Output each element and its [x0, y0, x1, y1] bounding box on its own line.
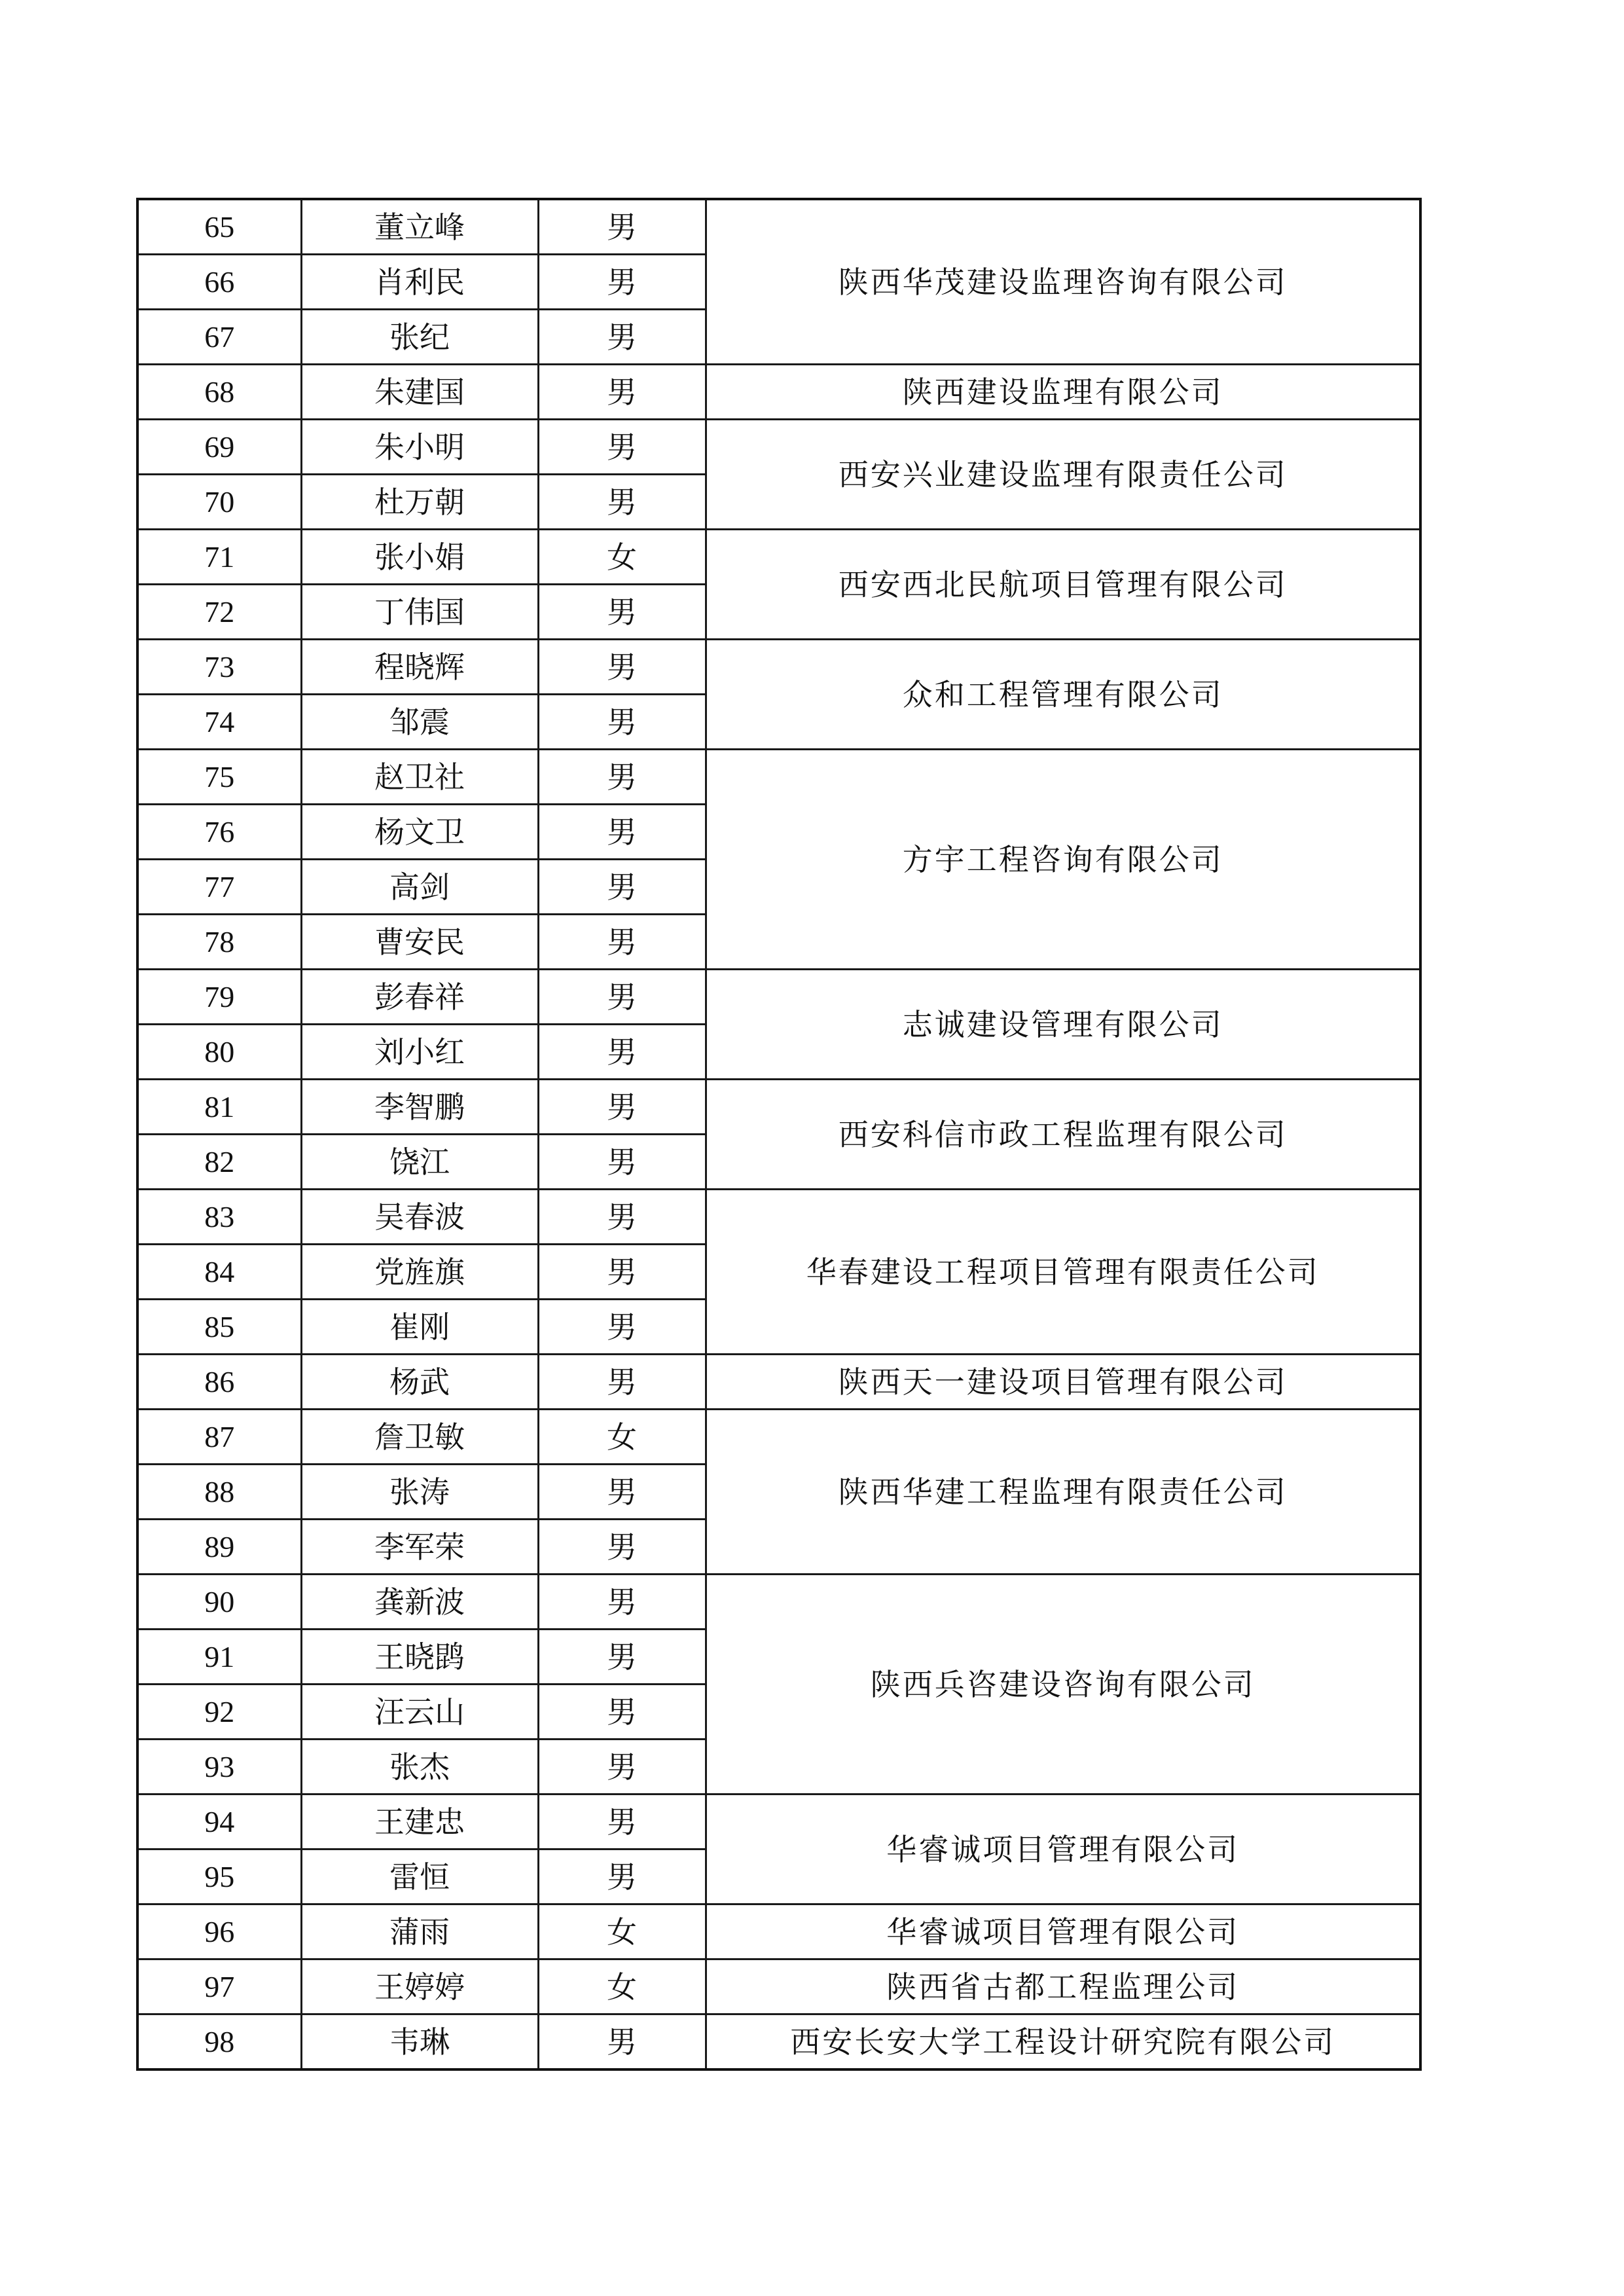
gender-cell: 男: [538, 1575, 706, 1630]
serial-number-cell: 83: [137, 1190, 301, 1245]
person-name-cell: 詹卫敏: [301, 1410, 538, 1465]
company-cell: 西安长安大学工程设计研究院有限公司: [706, 2014, 1420, 2070]
person-name-cell: 张杰: [301, 1740, 538, 1795]
gender-cell: 女: [538, 1904, 706, 1959]
serial-number-cell: 75: [137, 750, 301, 805]
person-name-cell: 李智鹏: [301, 1080, 538, 1135]
serial-number-cell: 65: [137, 199, 301, 255]
gender-cell: 男: [538, 1080, 706, 1135]
table-row: [137, 1190, 1420, 1245]
serial-number-cell: 73: [137, 640, 301, 695]
gender-cell: 男: [538, 1245, 706, 1300]
person-name-cell: 朱小明: [301, 420, 538, 475]
company-cell: 陕西华茂建设监理咨询有限公司: [706, 199, 1420, 365]
person-name-cell: 王晓鹍: [301, 1630, 538, 1685]
person-name-cell: 雷恒: [301, 1850, 538, 1904]
table-row: [137, 640, 1420, 695]
serial-number-cell: 74: [137, 695, 301, 750]
serial-number-cell: 84: [137, 1245, 301, 1300]
person-name-cell: 张纪: [301, 310, 538, 365]
person-name-cell: 程晓辉: [301, 640, 538, 695]
table-row: [137, 2014, 1420, 2070]
gender-cell: 男: [538, 1850, 706, 1904]
person-name-cell: 董立峰: [301, 199, 538, 255]
serial-number-cell: 90: [137, 1575, 301, 1630]
company-cell: 华春建设工程项目管理有限责任公司: [706, 1190, 1420, 1355]
serial-number-cell: 94: [137, 1795, 301, 1850]
gender-cell: 男: [538, 860, 706, 915]
table-row: [137, 1904, 1420, 1959]
gender-cell: 男: [538, 1795, 706, 1850]
gender-cell: 男: [538, 1520, 706, 1575]
person-name-cell: 朱建国: [301, 365, 538, 420]
serial-number-cell: 82: [137, 1135, 301, 1190]
person-name-cell: 王婷婷: [301, 1959, 538, 2014]
person-name-cell: 韦琳: [301, 2014, 538, 2070]
gender-cell: 男: [538, 1135, 706, 1190]
gender-cell: 男: [538, 420, 706, 475]
table-row: [137, 1575, 1420, 1630]
gender-cell: 男: [538, 1465, 706, 1520]
gender-cell: 男: [538, 805, 706, 860]
gender-cell: 男: [538, 640, 706, 695]
table-row: [137, 1410, 1420, 1465]
person-name-cell: 杨文卫: [301, 805, 538, 860]
person-name-cell: 高剑: [301, 860, 538, 915]
serial-number-cell: 87: [137, 1410, 301, 1465]
person-name-cell: 赵卫社: [301, 750, 538, 805]
person-name-cell: 杨武: [301, 1355, 538, 1410]
table-row: [137, 970, 1420, 1025]
table-row: [137, 750, 1420, 805]
serial-number-cell: 92: [137, 1685, 301, 1740]
company-cell: 陕西天一建设项目管理有限公司: [706, 1355, 1420, 1410]
person-name-cell: 杜万朝: [301, 475, 538, 530]
gender-cell: 男: [538, 970, 706, 1025]
serial-number-cell: 89: [137, 1520, 301, 1575]
person-name-cell: 刘小红: [301, 1025, 538, 1080]
company-cell: 西安科信市政工程监理有限公司: [706, 1080, 1420, 1190]
person-name-cell: 饶江: [301, 1135, 538, 1190]
gender-cell: 男: [538, 1300, 706, 1355]
serial-number-cell: 88: [137, 1465, 301, 1520]
serial-number-cell: 76: [137, 805, 301, 860]
company-cell: 陕西兵咨建设咨询有限公司: [706, 1575, 1420, 1795]
person-name-cell: 李军荣: [301, 1520, 538, 1575]
company-cell: 众和工程管理有限公司: [706, 640, 1420, 750]
table-row: [137, 530, 1420, 585]
gender-cell: 男: [538, 365, 706, 420]
person-name-cell: 吴春波: [301, 1190, 538, 1245]
person-name-cell: 张小娟: [301, 530, 538, 585]
gender-cell: 男: [538, 695, 706, 750]
serial-number-cell: 72: [137, 585, 301, 640]
table-row: [137, 199, 1420, 255]
serial-number-cell: 70: [137, 475, 301, 530]
serial-number-cell: 93: [137, 1740, 301, 1795]
gender-cell: 男: [538, 1190, 706, 1245]
company-cell: 陕西省古都工程监理公司: [706, 1959, 1420, 2014]
gender-cell: 女: [538, 530, 706, 585]
gender-cell: 男: [538, 915, 706, 970]
serial-number-cell: 71: [137, 530, 301, 585]
serial-number-cell: 80: [137, 1025, 301, 1080]
gender-cell: 男: [538, 1740, 706, 1795]
person-name-cell: 党旌旗: [301, 1245, 538, 1300]
person-name-cell: 蒲雨: [301, 1904, 538, 1959]
person-name-cell: 邹震: [301, 695, 538, 750]
gender-cell: 男: [538, 1355, 706, 1410]
serial-number-cell: 95: [137, 1850, 301, 1904]
person-name-cell: 龚新波: [301, 1575, 538, 1630]
gender-cell: 女: [538, 1959, 706, 2014]
company-cell: 西安西北民航项目管理有限公司: [706, 530, 1420, 640]
person-name-cell: 汪云山: [301, 1685, 538, 1740]
gender-cell: 男: [538, 2014, 706, 2070]
serial-number-cell: 78: [137, 915, 301, 970]
person-name-cell: 曹安民: [301, 915, 538, 970]
serial-number-cell: 66: [137, 255, 301, 310]
person-name-cell: 崔刚: [301, 1300, 538, 1355]
serial-number-cell: 97: [137, 1959, 301, 2014]
roster-sheet: [136, 198, 1419, 2071]
table-row: [137, 420, 1420, 475]
serial-number-cell: 96: [137, 1904, 301, 1959]
gender-cell: 女: [538, 1410, 706, 1465]
gender-cell: 男: [538, 199, 706, 255]
serial-number-cell: 77: [137, 860, 301, 915]
gender-cell: 男: [538, 475, 706, 530]
gender-cell: 男: [538, 255, 706, 310]
person-name-cell: 王建忠: [301, 1795, 538, 1850]
serial-number-cell: 91: [137, 1630, 301, 1685]
company-cell: 西安兴业建设监理有限责任公司: [706, 420, 1420, 530]
company-cell: 方宇工程咨询有限公司: [706, 750, 1420, 970]
serial-number-cell: 68: [137, 365, 301, 420]
gender-cell: 男: [538, 310, 706, 365]
gender-cell: 男: [538, 1630, 706, 1685]
serial-number-cell: 81: [137, 1080, 301, 1135]
roster-table: [136, 198, 1422, 2071]
company-cell: 华睿诚项目管理有限公司: [706, 1904, 1420, 1959]
serial-number-cell: 67: [137, 310, 301, 365]
table-row: [137, 1959, 1420, 2014]
person-name-cell: 张涛: [301, 1465, 538, 1520]
serial-number-cell: 98: [137, 2014, 301, 2070]
serial-number-cell: 85: [137, 1300, 301, 1355]
table-row: [137, 1795, 1420, 1850]
serial-number-cell: 69: [137, 420, 301, 475]
company-cell: 志诚建设管理有限公司: [706, 970, 1420, 1080]
company-cell: 陕西建设监理有限公司: [706, 365, 1420, 420]
person-name-cell: 丁伟国: [301, 585, 538, 640]
gender-cell: 男: [538, 585, 706, 640]
table-row: [137, 1355, 1420, 1410]
person-name-cell: 肖利民: [301, 255, 538, 310]
table-row: [137, 1080, 1420, 1135]
gender-cell: 男: [538, 1025, 706, 1080]
table-row: [137, 365, 1420, 420]
gender-cell: 男: [538, 750, 706, 805]
serial-number-cell: 79: [137, 970, 301, 1025]
serial-number-cell: 86: [137, 1355, 301, 1410]
person-name-cell: 彭春祥: [301, 970, 538, 1025]
company-cell: 华睿诚项目管理有限公司: [706, 1795, 1420, 1904]
roster-table-body: [137, 199, 1420, 2069]
company-cell: 陕西华建工程监理有限责任公司: [706, 1410, 1420, 1575]
gender-cell: 男: [538, 1685, 706, 1740]
